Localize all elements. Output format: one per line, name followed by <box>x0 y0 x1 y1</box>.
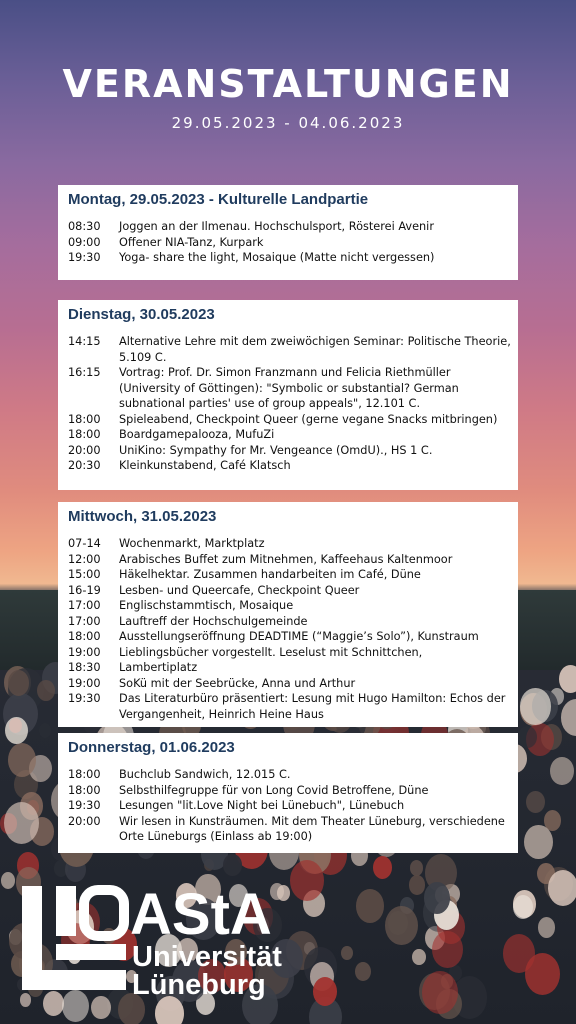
crowd-figure <box>548 870 576 906</box>
event-text: Spieleabend, Checkpoint Queer (gerne vegane Snacks mitbringen) <box>119 412 498 426</box>
event-row <box>68 660 518 676</box>
crowd-figure <box>422 971 458 1014</box>
page-title: VERANSTALTUNGEN <box>62 62 514 106</box>
event-time: 18:00 <box>68 768 101 781</box>
event-time: 14:15 <box>68 335 101 348</box>
crowd-figure <box>355 962 371 981</box>
crowd-figure <box>559 665 576 693</box>
event-text: Kleinkunstabend, Café Klatsch <box>119 459 291 472</box>
logo-line-city: Lüneburg <box>132 969 266 1001</box>
event-row <box>68 583 518 599</box>
event-time: 18:00 <box>68 630 101 643</box>
event-text: Joggen an der Ilmenau. Hochschulsport, Rösterei Avenir <box>119 220 434 233</box>
crowd-figure <box>5 717 28 744</box>
event-time: 08:30 <box>68 220 101 233</box>
event-row <box>68 443 518 459</box>
event-text: Lambertiplatz <box>119 661 198 674</box>
day-title: Dienstag, 30.05.2023 <box>68 306 215 323</box>
crowd-figure <box>561 699 576 736</box>
event-time: 18:00 <box>68 428 101 441</box>
event-time: 09:00 <box>68 235 101 249</box>
event-text: Alternative Lehre mit dem zweiwöchigen Seminar: Politische Theorie, 5.109 C. <box>119 335 511 364</box>
event-time: 12:00 <box>68 552 101 566</box>
event-time: 17:00 <box>68 599 101 612</box>
logo-name: AStA <box>130 882 272 947</box>
crowd-figure <box>503 934 535 973</box>
crowd-figure <box>409 875 425 894</box>
crowd-figure <box>518 726 536 748</box>
event-time: 20:30 <box>68 459 101 472</box>
event-time: 17:00 <box>68 614 101 628</box>
event-row <box>68 814 518 845</box>
crowd-figure <box>410 860 423 876</box>
event-row <box>68 412 518 428</box>
day-card-wednesday <box>58 502 518 727</box>
logo-mark-icon <box>20 884 130 994</box>
event-row <box>68 691 518 722</box>
event-row <box>68 598 518 614</box>
day-title: Montag, 29.05.2023 - Kulturelle Landpartie <box>68 191 369 208</box>
event-text: Offener NIA-Tanz, Kurpark <box>119 235 264 249</box>
logo-line-university: Universität <box>132 941 282 973</box>
event-time: 19:30 <box>68 799 101 812</box>
event-row <box>68 536 518 552</box>
event-row <box>68 250 518 266</box>
event-row <box>68 334 518 365</box>
event-text: Selbsthilfegruppe für von Long Covid Betroffene, Düne <box>119 783 429 797</box>
event-time: 20:00 <box>68 814 101 828</box>
event-row <box>68 676 518 692</box>
crowd-figure <box>39 723 51 738</box>
event-row <box>68 783 518 799</box>
date-range: 29.05.2023 - 04.06.2023 <box>171 114 405 132</box>
event-row <box>68 629 518 645</box>
event-text: Häkelhektar. Zusammen handarbeiten im Café, Düne <box>119 568 421 581</box>
event-text: Lesungen "lit.Love Night bei Lünebuch", Lünebuch <box>119 799 405 812</box>
event-row <box>68 365 518 412</box>
event-text: SoKü mit der Seebrücke, Anna und Arthur <box>119 676 356 690</box>
event-text: Englischstammtisch, Mosaique <box>119 599 294 612</box>
day-title: Donnerstag, 01.06.2023 <box>68 739 235 756</box>
event-text: UniKino: Sympathy for Mr. Vengeance (OmdU)., HS 1 C. <box>119 443 433 457</box>
event-time: 19:30 <box>68 251 101 264</box>
crowd-figure <box>513 895 533 919</box>
crowd-figure <box>424 882 450 913</box>
event-text: Yoga- share the light, Mosaique (Matte nicht vergessen) <box>119 251 435 264</box>
event-text: Buchclub Sandwich, 12.015 C. <box>119 768 291 781</box>
crowd-figure <box>385 906 418 946</box>
event-time: 19:00 <box>68 645 101 659</box>
crowd-figure <box>37 680 55 702</box>
event-row <box>68 767 518 783</box>
event-time: 18:00 <box>68 783 101 797</box>
event-time: 16:15 <box>68 366 101 379</box>
event-text: Arabisches Buffet zum Mitnehmen, Kaffeehaus Kaltenmoor <box>119 552 453 566</box>
crowd-figure <box>412 949 425 965</box>
event-text: Wir lesen in Kunsträumen. Mit dem Theater Lüneburg, verschiedene Orte Lüneburgs (Einlass ab 19:00) <box>119 814 505 843</box>
event-text: Das Literaturbüro präsentiert: Lesung mit Hugo Hamilton: Echos der Vergangenheit, Heinrich Heine Haus <box>119 692 506 721</box>
event-time: 18:00 <box>68 412 101 426</box>
crowd-figure <box>341 946 353 960</box>
event-text: Lauftreff der Hochschulgemeinde <box>119 614 308 628</box>
crowd-figure <box>520 688 550 724</box>
crowd-figure <box>373 856 392 879</box>
event-time: 19:30 <box>68 692 101 705</box>
event-row <box>68 552 518 568</box>
crowd-figure <box>1 872 15 889</box>
event-row <box>68 458 518 474</box>
crowd-figure <box>526 791 545 813</box>
event-time: 07-14 <box>68 537 101 550</box>
crowd-figure <box>538 917 556 938</box>
event-time: 16-19 <box>68 583 101 597</box>
event-text: Boardgamepalooza, MufuZi <box>119 428 275 441</box>
asta-logo <box>20 884 310 1002</box>
event-row <box>68 567 518 583</box>
event-row <box>68 219 518 235</box>
crowd-figure <box>223 854 242 877</box>
event-text: Vortrag: Prof. Dr. Simon Franzmann und Felicia Riethmüller (University of Göttingen): "Symbolic or substantial? German subnational parties' use of group appeals", 12.101 C. <box>119 366 459 410</box>
event-row <box>68 235 518 251</box>
event-row <box>68 798 518 814</box>
event-text: Ausstellungseröffnung DEADTIME (“Maggie’s Solo”), Kunstraum <box>119 630 479 643</box>
event-text: Lieblingsbücher vorgestellt. Leselust mit Schnittchen, <box>119 645 423 659</box>
day-card-tuesday <box>58 300 518 490</box>
event-row <box>68 427 518 443</box>
event-text: Wochenmarkt, Marktplatz <box>119 537 265 550</box>
crowd-figure <box>550 757 574 785</box>
day-title: Mittwoch, 31.05.2023 <box>68 508 217 525</box>
event-text: Lesben- und Queercafe, Checkpoint Queer <box>119 583 360 597</box>
event-time: 18:30 <box>68 661 101 674</box>
event-time: 19:00 <box>68 676 101 690</box>
day-card-monday <box>58 185 518 280</box>
event-row <box>68 645 518 661</box>
crowd-figure <box>524 825 552 859</box>
event-row <box>68 614 518 630</box>
crowd-figure <box>356 889 384 922</box>
event-time: 20:00 <box>68 443 101 457</box>
day-card-thursday <box>58 733 518 853</box>
event-time: 15:00 <box>68 568 101 581</box>
